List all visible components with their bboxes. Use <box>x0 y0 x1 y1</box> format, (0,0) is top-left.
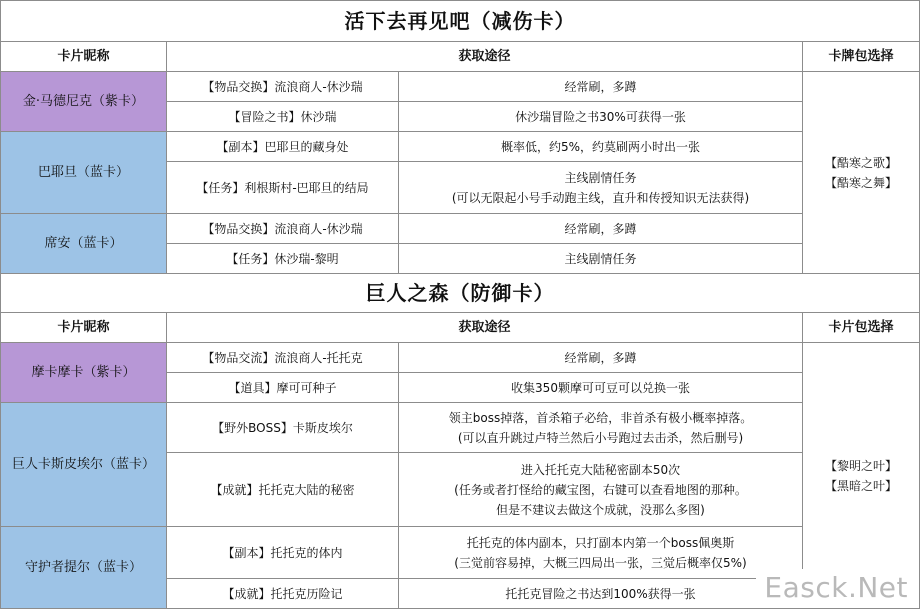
watermark-logo: Easck.Net <box>756 569 916 608</box>
desc-line: 休沙瑞冒险之书30%可获得一张 <box>515 109 686 124</box>
desc-line: 托托克的体内副本，只打副本内第一个boss佩奥斯 <box>466 535 735 550</box>
card-name: 金·马德尼克（紫卡） <box>1 72 167 132</box>
section-title: 活下去再见吧（减伤卡） <box>1 1 920 42</box>
pack-option: 【黑暗之叶】 <box>824 478 897 493</box>
method-cell: 【物品交流】流浪商人-托托克 <box>167 343 399 373</box>
header-source: 获取途径 <box>167 42 803 72</box>
desc-cell <box>399 453 803 527</box>
desc-cell <box>399 102 803 132</box>
desc-line: 主线剧情任务 <box>564 170 637 185</box>
pack-cell <box>803 72 920 274</box>
header-source: 获取途径 <box>167 313 803 343</box>
desc-cell <box>399 527 803 579</box>
desc-line: (可以无限起小号手动跑主线，直升和传授知识无法获得) <box>451 190 750 205</box>
desc-line: 托托克冒险之书达到100%获得一张 <box>505 586 696 601</box>
header-card-name: 卡片昵称 <box>1 313 167 343</box>
method-cell: 【物品交换】流浪商人-休沙瑞 <box>167 72 399 102</box>
desc-cell <box>399 244 803 274</box>
method-cell: 【野外BOSS】卡斯皮埃尔 <box>167 403 399 453</box>
desc-line: (任务或者打怪给的藏宝图，右键可以查看地图的那种。 <box>454 482 747 497</box>
desc-line: 概率低，约5%，约莫刷两小时出一张 <box>500 139 701 154</box>
method-cell: 【冒险之书】休沙瑞 <box>167 102 399 132</box>
method-cell: 【成就】托托克大陆的秘密 <box>167 453 399 527</box>
card-name: 守护者提尔（蓝卡） <box>1 527 167 609</box>
desc-cell <box>399 214 803 244</box>
desc-cell <box>399 162 803 214</box>
desc-line: 经常刷，多蹲 <box>564 350 637 365</box>
desc-line: 但是不建议去做这个成就，没那么多图) <box>496 502 705 517</box>
method-cell: 【道具】摩可可种子 <box>167 373 399 403</box>
desc-line: 经常刷，多蹲 <box>564 79 637 94</box>
desc-line: 领主boss掉落，首杀箱子必给，非首杀有极小概率掉落。 <box>448 410 753 425</box>
pack-option: 【黎明之叶】 <box>824 458 897 473</box>
desc-cell <box>399 403 803 453</box>
desc-cell <box>399 132 803 162</box>
method-cell: 【任务】休沙瑞-黎明 <box>167 244 399 274</box>
desc-cell <box>399 579 803 609</box>
card-name: 摩卡摩卡（紫卡） <box>1 343 167 403</box>
header-pack: 卡牌包选择 <box>803 42 920 72</box>
pack-option: 【酷寒之歌】 <box>824 155 897 170</box>
method-cell: 【物品交换】流浪商人-休沙瑞 <box>167 214 399 244</box>
desc-cell <box>399 72 803 102</box>
method-cell: 【成就】托托克历险记 <box>167 579 399 609</box>
pack-option: 【酷寒之舞】 <box>824 175 897 190</box>
desc-line: 经常刷，多蹲 <box>564 221 637 236</box>
card-name: 席安（蓝卡） <box>1 214 167 274</box>
desc-line: 进入托托克大陆秘密副本50次 <box>520 462 681 477</box>
method-cell: 【副本】托托克的体内 <box>167 527 399 579</box>
desc-line: (三觉前容易掉，大概三四局出一张，三觉后概率仅5%) <box>454 555 747 570</box>
header-card-name: 卡片昵称 <box>1 42 167 72</box>
method-cell: 【副本】巴耶旦的藏身处 <box>167 132 399 162</box>
desc-cell <box>399 373 803 403</box>
section-title: 巨人之森（防御卡） <box>1 274 920 313</box>
card-name: 巴耶旦（蓝卡） <box>1 132 167 214</box>
card-name: 巨人卡斯皮埃尔（蓝卡） <box>1 403 167 527</box>
method-cell: 【任务】利根斯村-巴耶旦的结局 <box>167 162 399 214</box>
desc-line: (可以直升跳过卢特兰然后小号跑过去击杀，然后删号) <box>457 430 744 445</box>
desc-cell <box>399 343 803 373</box>
desc-line: 主线剧情任务 <box>564 251 637 266</box>
desc-line: 收集350颗摩可可豆可以兑换一张 <box>511 380 690 395</box>
header-pack: 卡片包选择 <box>803 313 920 343</box>
